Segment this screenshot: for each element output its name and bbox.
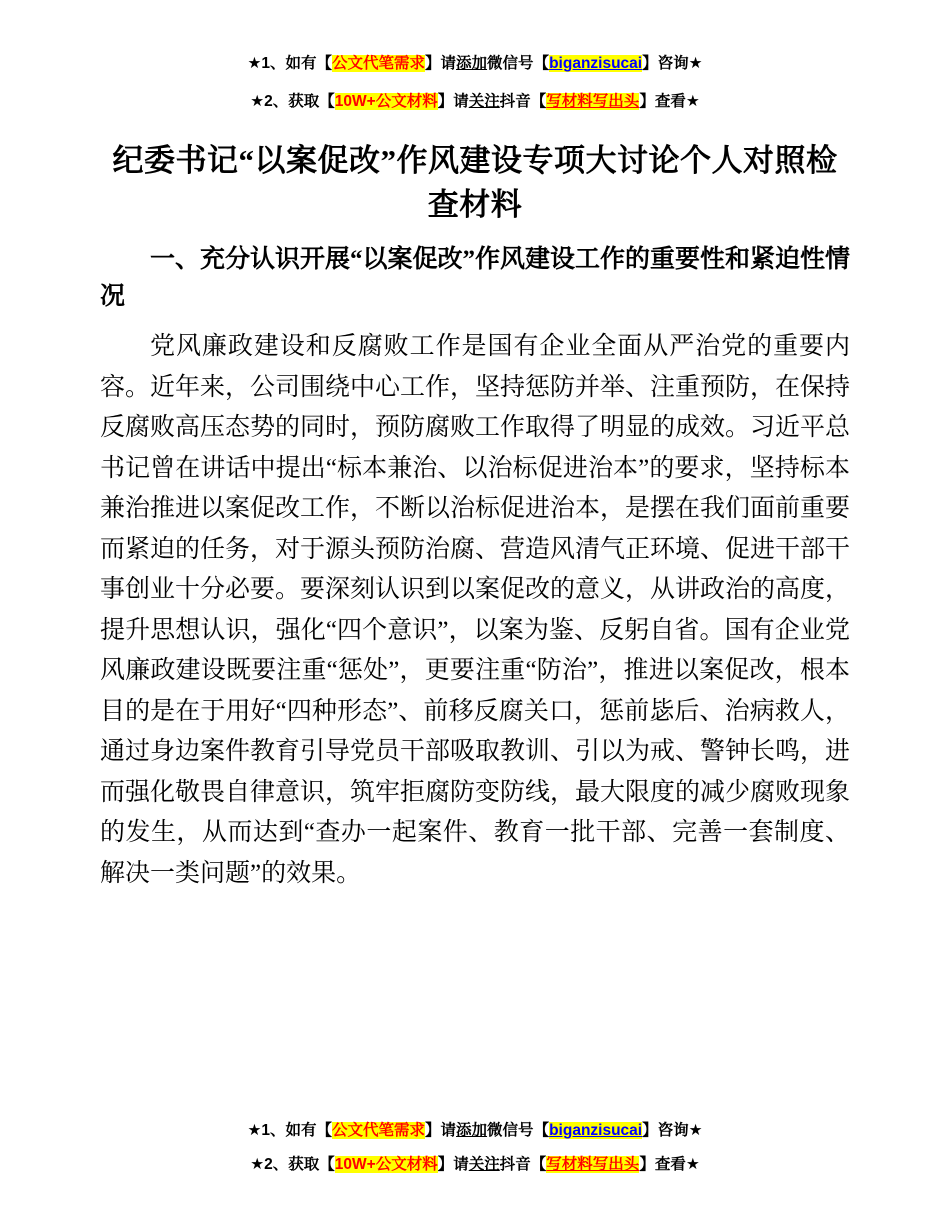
star-icon: ★ bbox=[247, 55, 262, 72]
promo-line2-bracket-open-2: 【 bbox=[530, 1155, 547, 1173]
promo-line1-bracket-close-2: 】 bbox=[642, 55, 658, 72]
promo-line1-wechat-id[interactable]: biganzisucai bbox=[549, 1122, 643, 1139]
promo-line2-bracket-close-2: 】 bbox=[639, 92, 655, 110]
star-icon: ★ bbox=[688, 55, 703, 72]
promo-line1-mid2: 微信号 bbox=[487, 1122, 534, 1139]
promo-banner-bottom bbox=[100, 1123, 850, 1172]
promo-line2-bracket-close: 】 bbox=[437, 92, 454, 110]
promo-line1-suffix: 咨询 bbox=[657, 1122, 689, 1139]
promo-line2-mid-underline: 关注 bbox=[468, 1155, 500, 1173]
promo-line1-wechat-id[interactable]: biganzisucai bbox=[549, 55, 643, 72]
promo-line2-prefix: 2、获取 bbox=[264, 1155, 320, 1173]
star-icon: ★ bbox=[250, 92, 265, 110]
promo-line1-mid: 请 bbox=[440, 55, 457, 72]
promo-line1-highlight-need: 公文代笔需求 bbox=[331, 1122, 425, 1139]
promo-line1-suffix: 咨询 bbox=[657, 55, 689, 72]
promo-line1-bracket-close: 】 bbox=[425, 55, 441, 72]
promo-line2-prefix: 2、获取 bbox=[264, 92, 320, 110]
promo-line2-mid2: 抖音 bbox=[499, 92, 531, 110]
body-paragraph-1: 党风廉政建设和反腐败工作是国有企业全面从严治党的重要内容。近年来，公司围绕中心工作，坚持惩防并举、注重预防，在保持反腐败高压态势的同时，预防腐败工作取得了明显的成效。习近平总书记曾在讲话中提出“标本兼治、以治标促进治本”的要求，坚持标本兼治推进以案促改工作，不断以治标促进治本，是摆在我们面前重要而紧迫的任务，对于源头预防治腐、营造风清气正环境、促进干部干事创业十分必要。要深刻认识到以案促改的意义，从讲政治的高度，提升思想认识，强化“四个意识”，以案为鉴、反躬自省。国有企业党风廉政建设既要注重“惩处”，更要注重“防治”，推进以案促改，根本目的是在于用好“四种形态”、前移反腐关口，惩前毖后、治病救人，通过身边案件教育引导党员干部吸取教训、引以为戒、警钟长鸣，进而强化敬畏自律意识，筑牢拒腐防变防线，最大限度的减少腐败现象的发生，从而达到“查办一起案件、教育一批干部、完善一套制度、解决一类问题”的效果。 bbox=[100, 333, 851, 887]
promo-line1-mid-underline: 添加 bbox=[456, 1122, 488, 1139]
star-icon: ★ bbox=[250, 1155, 265, 1173]
star-icon: ★ bbox=[685, 92, 700, 110]
promo-line2-highlight-materials: 10W+公文材料 bbox=[334, 92, 438, 110]
promo-banner-line-2 bbox=[100, 94, 850, 110]
promo-line2-bracket-close-2: 】 bbox=[639, 1155, 655, 1173]
promo-line1-mid: 请 bbox=[440, 1122, 457, 1139]
promo-banner-line-1 bbox=[100, 56, 850, 72]
promo-line2-bracket-close: 】 bbox=[437, 1155, 454, 1173]
promo-banner-bottom-line-1 bbox=[100, 1123, 850, 1139]
promo-line1-prefix: 1、如有 bbox=[261, 55, 317, 72]
promo-line1-bracket-open: 【 bbox=[316, 1122, 332, 1139]
promo-line2-bracket-open-2: 【 bbox=[530, 92, 547, 110]
promo-line1-bracket-open-2: 【 bbox=[533, 1122, 550, 1139]
promo-line2-suffix: 查看 bbox=[654, 1155, 686, 1173]
page-title: 纪委书记“以案促改”作风建设专项大讨论个人对照检查材料 bbox=[112, 143, 838, 223]
promo-line1-bracket-close: 】 bbox=[425, 1122, 441, 1139]
promo-line2-highlight-materials: 10W+公文材料 bbox=[334, 1155, 438, 1173]
promo-line2-bracket-open: 【 bbox=[319, 92, 335, 110]
promo-banner-bottom-line-2 bbox=[100, 1157, 850, 1173]
promo-line1-mid2: 微信号 bbox=[487, 55, 534, 72]
section-heading-1: 一、充分认识开展“以案促改”作风建设工作的重要性和紧迫性情况 bbox=[100, 246, 851, 311]
promo-line1-bracket-open-2: 【 bbox=[533, 55, 550, 72]
star-icon: ★ bbox=[688, 1122, 703, 1139]
promo-line2-mid-underline: 关注 bbox=[468, 92, 500, 110]
promo-line2-douyin-account[interactable]: 写材料写出头 bbox=[546, 1155, 640, 1173]
promo-line2-mid: 请 bbox=[453, 92, 469, 110]
promo-line1-mid-underline: 添加 bbox=[456, 55, 488, 72]
promo-line2-mid: 请 bbox=[453, 1155, 469, 1173]
promo-line1-highlight-need: 公文代笔需求 bbox=[331, 55, 425, 72]
promo-line2-suffix: 查看 bbox=[654, 92, 686, 110]
promo-line2-douyin-account[interactable]: 写材料写出头 bbox=[546, 92, 640, 110]
star-icon: ★ bbox=[247, 1122, 262, 1139]
promo-line1-bracket-open: 【 bbox=[316, 55, 332, 72]
promo-line1-bracket-close-2: 】 bbox=[642, 1122, 658, 1139]
promo-line2-mid2: 抖音 bbox=[499, 1155, 531, 1173]
star-icon: ★ bbox=[685, 1155, 700, 1173]
promo-line2-bracket-open: 【 bbox=[319, 1155, 335, 1173]
promo-line1-prefix: 1、如有 bbox=[261, 1122, 317, 1139]
